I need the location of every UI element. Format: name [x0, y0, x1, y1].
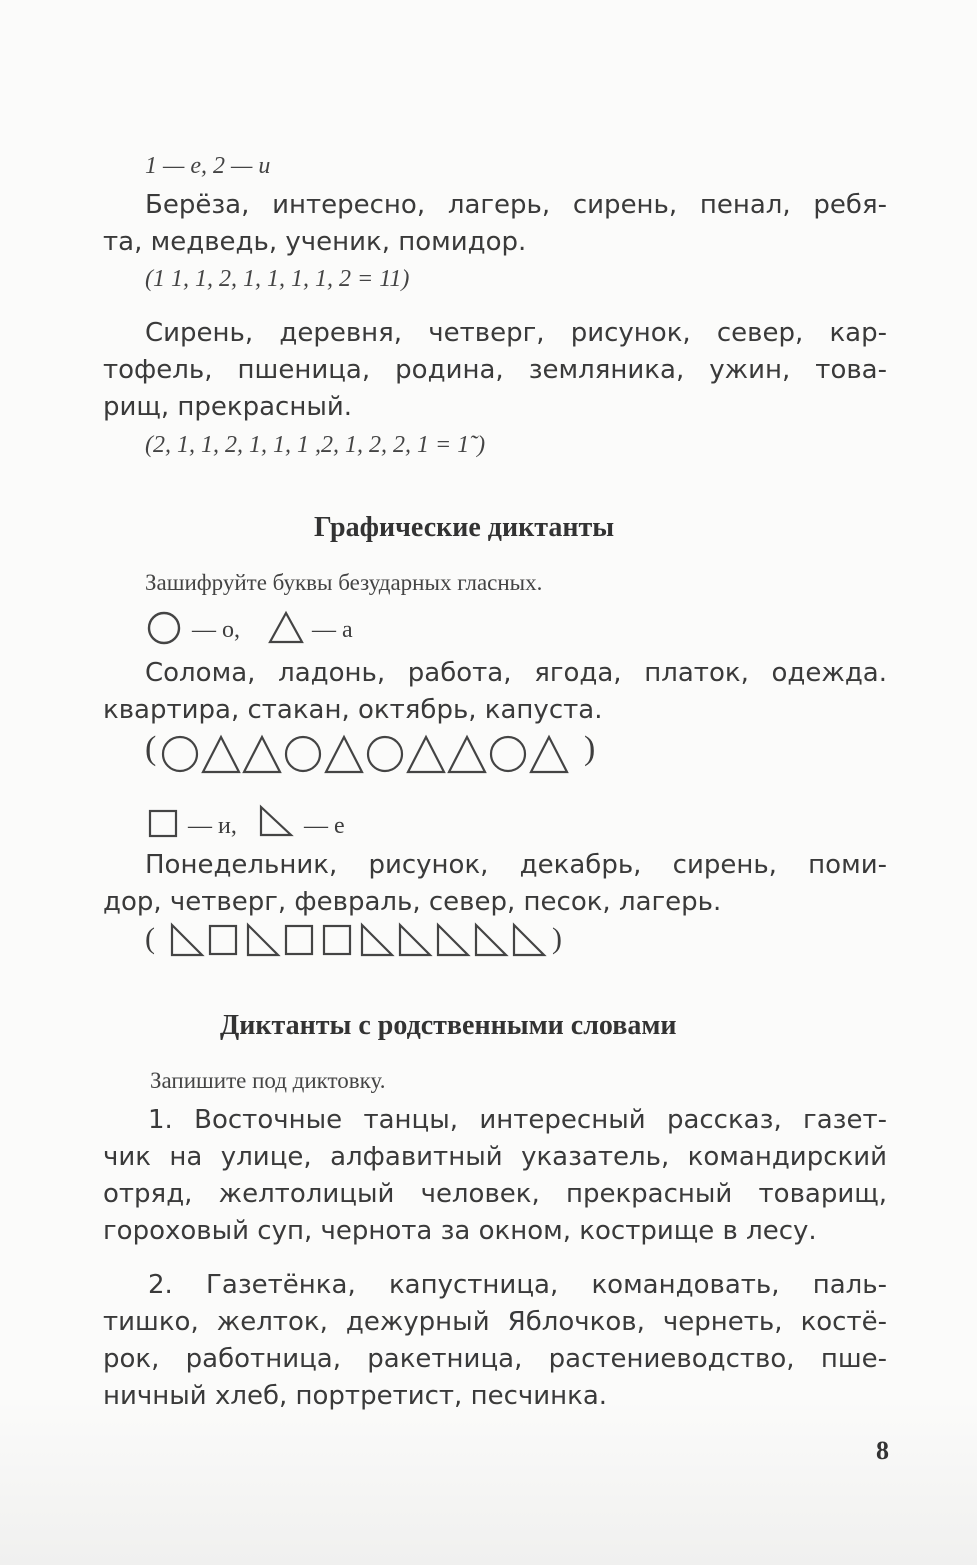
circle-symbol-1: [163, 737, 197, 771]
triangle-symbol-7: [408, 737, 444, 772]
circle-symbol-9: [491, 737, 525, 771]
text-line: дор, четверг, февраль, север, песок, лагерь.: [103, 887, 722, 917]
text-line: отряд, желтолицый человек, прекрасный товарищ,: [103, 1179, 887, 1209]
text-line: Солома, ладонь, работа, ягода, платок, одежда.: [145, 658, 887, 688]
right-triangle-symbol-7: [400, 925, 430, 955]
text-line: рищ, прекрасный.: [103, 392, 353, 422]
circle-symbol-6: [368, 737, 402, 771]
text-line: гороховый суп, чернота за окном, кострище в лесу.: [103, 1216, 817, 1246]
answer-count: (1 1, 1, 2, 1, 1, 1, 1, 2 = 11): [145, 266, 410, 292]
legend-label: — и,: [188, 813, 237, 839]
square-symbol-4: [286, 926, 312, 954]
circle-symbol-4: [286, 737, 320, 771]
triangle-symbol-10: [531, 737, 567, 772]
right-triangle-symbol-3: [248, 925, 278, 955]
legend-label: — о,: [192, 617, 240, 643]
triangle-symbol-8: [449, 737, 485, 772]
square-symbol-2: [210, 926, 236, 954]
text-line: квартира, стакан, октябрь, капуста.: [103, 695, 603, 725]
text-line: 2. Газетёнка, капустница, командовать, паль-: [148, 1270, 887, 1300]
triangle-symbol-3: [244, 737, 280, 772]
text-line: 1. Восточные танцы, интересный рассказ, газет-: [148, 1105, 887, 1135]
text-line: тофель, пшеница, родина, земляника, ужин, това-: [103, 355, 887, 385]
close-paren: ): [552, 922, 562, 955]
answer-symbols-vowels-o-a: [160, 734, 590, 774]
task-instruction: Запишите под диктовку.: [150, 1068, 386, 1093]
section-title: Диктанты с родственными словами: [220, 1010, 677, 1041]
right-triangle-symbol-6: [362, 925, 392, 955]
legend-label: — а: [312, 617, 353, 643]
text-line: чик на улице, алфавитный указатель, командирский: [103, 1142, 887, 1172]
text-line: Сирень, деревня, четверг, рисунок, север, кар-: [145, 318, 887, 348]
triangle-symbol-5: [326, 737, 362, 772]
right-triangle-symbol-1: [172, 925, 202, 955]
close-paren: ): [584, 730, 596, 767]
answer-count: (2, 1, 1, 2, 1, 1, 1 ,2, 1, 2, 2, 1 = 1˜): [145, 432, 486, 458]
text-line: тишко, желток, дежурный Яблочков, чернеть, костё-: [103, 1307, 887, 1337]
right-triangle-symbol-9: [476, 925, 506, 955]
triangle-symbol-2: [203, 737, 239, 772]
text-line: Понедельник, рисунок, декабрь, сирень, поми-: [145, 850, 887, 880]
text-line: Берёза, интересно, лагерь, сирень, пенал, ребя-: [145, 190, 887, 220]
answer-symbols-vowels-i-e: [168, 922, 558, 958]
right-triangle-icon: [258, 804, 298, 838]
vowel-key: 1 — е, 2 — и: [145, 153, 271, 179]
open-paren: (: [145, 922, 155, 955]
triangle-icon: [268, 610, 308, 644]
open-paren: (: [145, 730, 157, 767]
legend-label: — е: [304, 813, 345, 839]
section-title: Графические диктанты: [314, 512, 615, 543]
right-triangle-symbol-8: [438, 925, 468, 955]
square-symbol-5: [324, 926, 350, 954]
right-triangle-symbol-10: [514, 925, 544, 955]
text-line: та, медведь, ученик, помидор.: [103, 227, 527, 257]
page-number: 8: [876, 1436, 889, 1465]
task-instruction: Зашифруйте буквы безударных гласных.: [145, 570, 543, 595]
square-icon: [148, 808, 184, 840]
text-line: рок, работница, ракетница, растениеводство, пше-: [103, 1344, 887, 1374]
circle-icon: [146, 612, 186, 646]
text-line: ничный хлеб, портретист, песчинка.: [103, 1381, 608, 1411]
page-shadow: [0, 1400, 977, 1565]
